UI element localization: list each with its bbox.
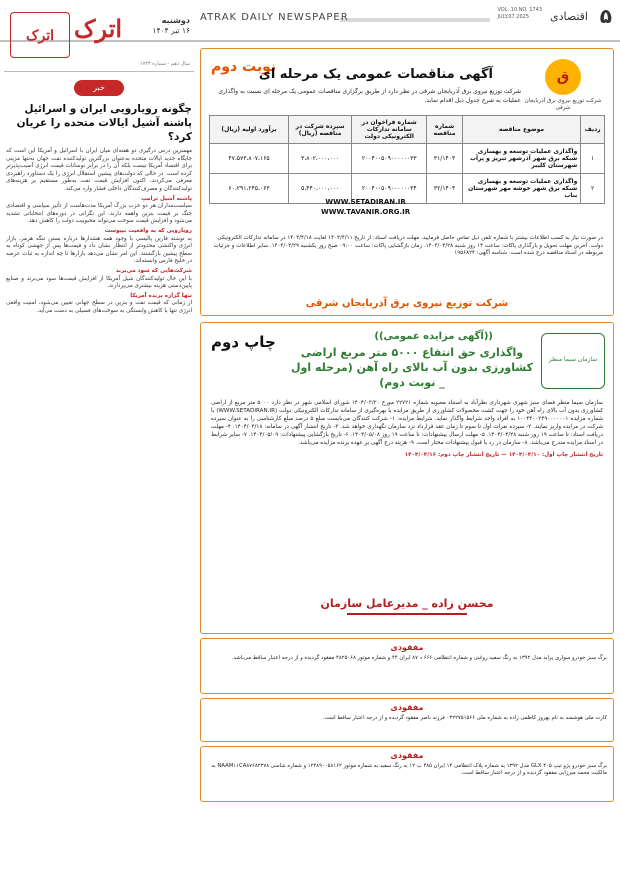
lost-notice-title: مفقودی: [390, 643, 424, 652]
auction-body: [211, 399, 603, 459]
lightning-icon: ق: [545, 59, 581, 95]
issue-info: سال دهم - شماره ۱۷۴۳: [139, 61, 190, 67]
story-paragraph: از زمانی که قیمت نفت و بنزین در سطح جهانی تعیین می‌شود، امنیت واقعی انرژی تنها با کاهش وابستگی به سوخت‌های فسیلی به دست می‌آید.: [6, 300, 192, 314]
table-cell: ۵،۴۴۰،۰۰۰،۰۰۰: [289, 174, 352, 204]
table-cell: واگذاری عملیات توسعه و بهسازی شبکه برق شهر آذرشهر تبریز و پرآب شهرستان کلیبر: [462, 144, 581, 174]
story-subheading: تنها گزاره برنده آمریکا: [130, 292, 192, 299]
column-header: برآورد اولیه (ریال): [210, 116, 289, 144]
daily-name: ATRAK DAILY NEWSPAPER: [200, 12, 349, 23]
website-link[interactable]: WWW.TAVANIR.ORG.IR: [321, 208, 411, 216]
tender-title: آگهی مناقصات عمومی یک مرحله ای: [258, 67, 493, 82]
column-header: ردیف: [581, 116, 605, 144]
auction-text: سازمان سیما منظر فضای سبز شهری شهرداری نظرآباد به استناد مصوبه شماره ۲۲۷۲۱ مورخ ۱۴۰۴/۰۳/۲۰ شورای اسلامی شهر در نظر دارد ۵۰۰۰ متر مربع از اراضی کشاورزی بدون آب بالای راه آهن خود را جهت کشت محصولات کشاورزی از طریق مزایده با بهره‌گیری از سامانه تدارکات الکترونیکی دولت (WWW.SETADIRAN.IR) با شماره مزایده ۱۰۰۴۴۰۰۲۴۹۰۰۰۰۰۰۱ به افراد واجد شرایط واگذار نماید. شرایط مزایده: ۱- شرکت کنندگان می‌بایست مبلغ ۵ درصد مبلغ کارشناسی را به عنوان سپرده شرکت در مزایده واریز نمایند. ۲- سپرده نفرات اول تا سوم تا زمان عقد قرارداد نزد سازمان نگهداری خواهد شد. ۳- تاریخ انتشار آگهی در سامانه: ۱۴۰۴/۰۴/۱۸. ۴- مهلت دریافت اسناد: تا ساعت ۱۹ روز شنبه ۱۴۰۴/۰۴/۲۸. ۵- مهلت ارسال پیشنهادات: تا ساعت ۱۹ روز ۱۴۰۴/۰۵/۰۸. ۶- تاریخ بازگشایی پیشنهادات: ۱۴۰۴/۰۵/۰۹. ۷- سایر شرایط در اسناد مزایده مندرج می‌باشد. ۸- سازمان در رد یا قبول پیشنهادات مختار است. ۹- هزینه درج آگهی بر عهده برنده مزایده می‌باشد.: [211, 400, 604, 446]
auction-signature: [201, 597, 613, 615]
page-number: ۵: [599, 4, 612, 28]
sidebar-column: [4, 6, 194, 881]
story-paragraph: به نوشته فارین پالیسی با وجود همه هشدارها درباره بستن تنگه هرمز، بازار انرژی واکنشی محدودتر از انتظار نشان داد و قیمت‌ها پس از جهشی کوتاه به سطح پیشین بازگشتند. این امر نشان می‌دهد بازارها تا چه اندازه به ثبات عرضه در خلیج فارس وابسته‌اند.: [6, 235, 192, 265]
story-subheading: شرکت‌هایی که سود می‌برند: [115, 267, 192, 274]
column-header: شماره فراخوان در سامانه تدارکات الکترونیکی دولت: [352, 116, 427, 144]
signature-text: محسن زاده _ مدیرعامل سازمان: [320, 597, 494, 610]
persian-date: ۱۶ تیر ۱۴۰۴: [152, 26, 190, 35]
lost-notice: [200, 746, 614, 802]
lost-notice-text: برگ سبز خودرو پژو تیپ ۴۰۵ GLX مدل ۱۳۹۲ به شماره پلاک انتظامی ۱۴ ایران ۴۸۵ ب ۱۲ به رنگ سفید به شماره موتور ۱۲۴۸۹۰۰۵۸۱۶۲ و شماره شاسی NAAM۱۱CA۸۷۶۸۲۳۷۸ به مالکیت محمد میرزایی مفقود گردیده و از درجه اعتبار ساقط است.: [211, 763, 607, 777]
masthead: [4, 6, 194, 72]
table-cell: ۴۷،۵۷۳،۸۰۷،۱۶۵: [210, 144, 289, 174]
electric-company-logo: [523, 59, 603, 119]
header-divider: [340, 18, 490, 22]
auction-ad: [200, 322, 614, 634]
website-link[interactable]: WWW.SETADIRAN.IR: [325, 198, 406, 206]
weekday: دوشنبه: [161, 16, 190, 25]
table-cell: ۶۰،۲۹۱،۲۴۵،۰۶۳: [210, 174, 289, 204]
table-cell: ۲۰۰۴۰۰۵۰۹۰۰۰۰۰۰۳۴: [352, 174, 427, 204]
column-header: سپرده شرکت در مناقصه (ریال): [289, 116, 352, 144]
news-badge: خبر: [74, 80, 124, 96]
story-paragraph: سیاست‌مداران هر دو حزب بزرگ آمریکا مدت‌هاست از تأثیر سیاسی و اقتصادی جنگ بر قیمت بنزین واهمه دارند. این نگرانی در دوره‌های انتخاباتی تشدید می‌شود و افزایش قیمت سوخت می‌تواند محبوبیت دولت را کاهش دهد.: [6, 203, 192, 225]
tender-ad: [200, 48, 614, 316]
volume-number: VOL. 10.NO. 1743: [497, 7, 542, 13]
tender-table: [209, 115, 605, 204]
table-cell: ۳،۸۰۲،۰۰۰،۰۰۰: [289, 144, 352, 174]
table-cell: واگذاری عملیات توسعه و بهسازی شبکه برق شهر خوشه مهر شهرستان بناب: [462, 174, 581, 204]
masthead-date: [153, 16, 190, 36]
auction-dates: تاریخ انتشار چاپ اول: ۱۴۰۴/۰۴/۱۰ — تاریخ انتشار چاپ دوم: ۱۴۰۴/۰۴/۱۶: [404, 452, 603, 458]
tender-intro: شرکت توزیع نیروی برق آذربایجان شرقی در نظر دارد از طریق برگزاری مناقصات عمومی یک مرحله ای نسبت به واگذاری عملیات به شرح جدول ذیل اقدام نماید.: [218, 88, 521, 104]
english-date: JULY.07.2025: [497, 14, 529, 20]
lost-notice-text: برگ سبز خودرو سواری پراید مدل ۱۳۹۲ به رنگ سفید روغنی و شماره انتظامی ۶۶۶ د ۸۷ ایران ۴۴ و شماره موتور ۴۸۲۵۰۶۸ مفقود گردیده و از درجه اعتبار ساقط می‌باشد.: [231, 655, 607, 661]
newspaper-logo: اترک: [10, 12, 70, 58]
lost-notice: [200, 698, 614, 742]
volume-info: [497, 7, 542, 21]
column-header: شماره مناقصه: [427, 116, 463, 144]
tender-notes: در صورت نیاز به کسب اطلاعات بیشتر با شماره تلفن ذیل تماس حاصل فرمایید. مهلت دریافت اسناد: از تاریخ ۱۴۰۴/۴/۱۱ لغایت ۱۴۰۴/۴/۱۸ در سامانه تدارکات الکترونیکی دولت. آخرین مهلت تحویل و بارگذاری پاکات: ساعت ۱۴ روز شنبه ۱۴۰۴/۰۴/۲۸. زمان بازگشایی پاکات: ساعت ۰۹:۰۰ صبح روز یکشنبه ۱۴۰۴/۰۴/۲۹. سایر اطلاعات و جزئیات مربوطه در اسناد مناقصه درج شده است. شناسه آگهی: ۱۹۵۶۸۲۴: [213, 235, 603, 257]
table-header-row: [210, 116, 605, 144]
story-subheading: پاشنه آشیل ترامپ: [141, 195, 192, 202]
story-subheading: رویارویی که به واقعیت نپیوست: [104, 227, 192, 234]
table-cell: ۲: [581, 174, 605, 204]
column-header: موضوع مناقصه: [462, 116, 581, 144]
print-round-label: چاپ دوم: [211, 333, 276, 351]
tender-footer: شرکت توزیع نیروی برق آذربایجان شرقی: [305, 298, 509, 309]
table-cell: ۱: [581, 144, 605, 174]
table-row: [210, 144, 605, 174]
organization-logo: سازمان سیما منظر: [541, 333, 605, 389]
lost-notice-title: مفقودی: [390, 751, 424, 760]
story-paragraph: با این حال تولیدکنندگان شیل آمریکا از افزایش قیمت‌ها سود می‌برند و صنایع پایین‌دستی هزینه بیشتری می‌پردازند.: [6, 275, 192, 290]
lost-notice-text: کارت ملی هوشمند به نام بهروز کاظمی زاده به شماره ملی ۰۳۲۲۷۵۱۵۶۶ فرزند ناصر مفقود گردیده و از درجه اعتبار ساقط است.: [322, 715, 607, 721]
section-name: اقتصادی: [549, 10, 588, 23]
table-cell: ۳۲/۱۴۰۴: [427, 174, 463, 204]
round-label: نوبت دوم: [211, 59, 277, 75]
signature-underline: [347, 613, 467, 615]
main-column: [200, 48, 614, 881]
story-body: [4, 148, 194, 315]
story-paragraph: مهمترین درس درگیری دو هفته‌ای میان ایران با اسرائیل و آمریکا این است که جایگاه جدید ایالات متحده به‌عنوان بزرگترین تولیدکننده نفت جهان نه‌تنها مزیتی برای اقتصاد آمریکا نیست بلکه آن را در برابر نوسانات قیمت انرژی آسیب‌پذیرتر کرده است. در حالی که دولت‌های پیشین استقلال انرژی را یک دستاورد راهبردی معرفی می‌کردند، اکنون افزایش قیمت نفت به‌طور مستقیم بر هزینه‌های تولیدکنندگان و مصرف‌کنندگان داخلی فشار وارد می‌کند.: [6, 148, 192, 192]
newspaper-logo-mark: اترک: [74, 14, 123, 43]
tender-websites: [321, 197, 410, 217]
table-cell: ۲۰۰۴۰۰۵۰۹۰۰۰۰۰۰۳۳: [352, 144, 427, 174]
auction-title: واگذاری حق انتفاع ۵۰۰۰ متر مربع اراضی کشاورزی بدون آب بالای راه آهن (مرحله اول _ نوبت دوم): [291, 346, 533, 389]
story-headline[interactable]: چگونه رویارویی ایران و اسرائیل پاشنه آشیل ایالات متحده را عریان کرد؟: [16, 103, 192, 143]
auction-type: ((آگهی مزایده عمومی)): [374, 331, 493, 342]
org-name: شرکت توزیع نیروی برق آذربایجان شرقی: [524, 98, 602, 111]
lost-notice: [200, 638, 614, 694]
lost-notice-title: مفقودی: [390, 703, 424, 712]
table-cell: ۳۱/۱۴۰۴: [427, 144, 463, 174]
